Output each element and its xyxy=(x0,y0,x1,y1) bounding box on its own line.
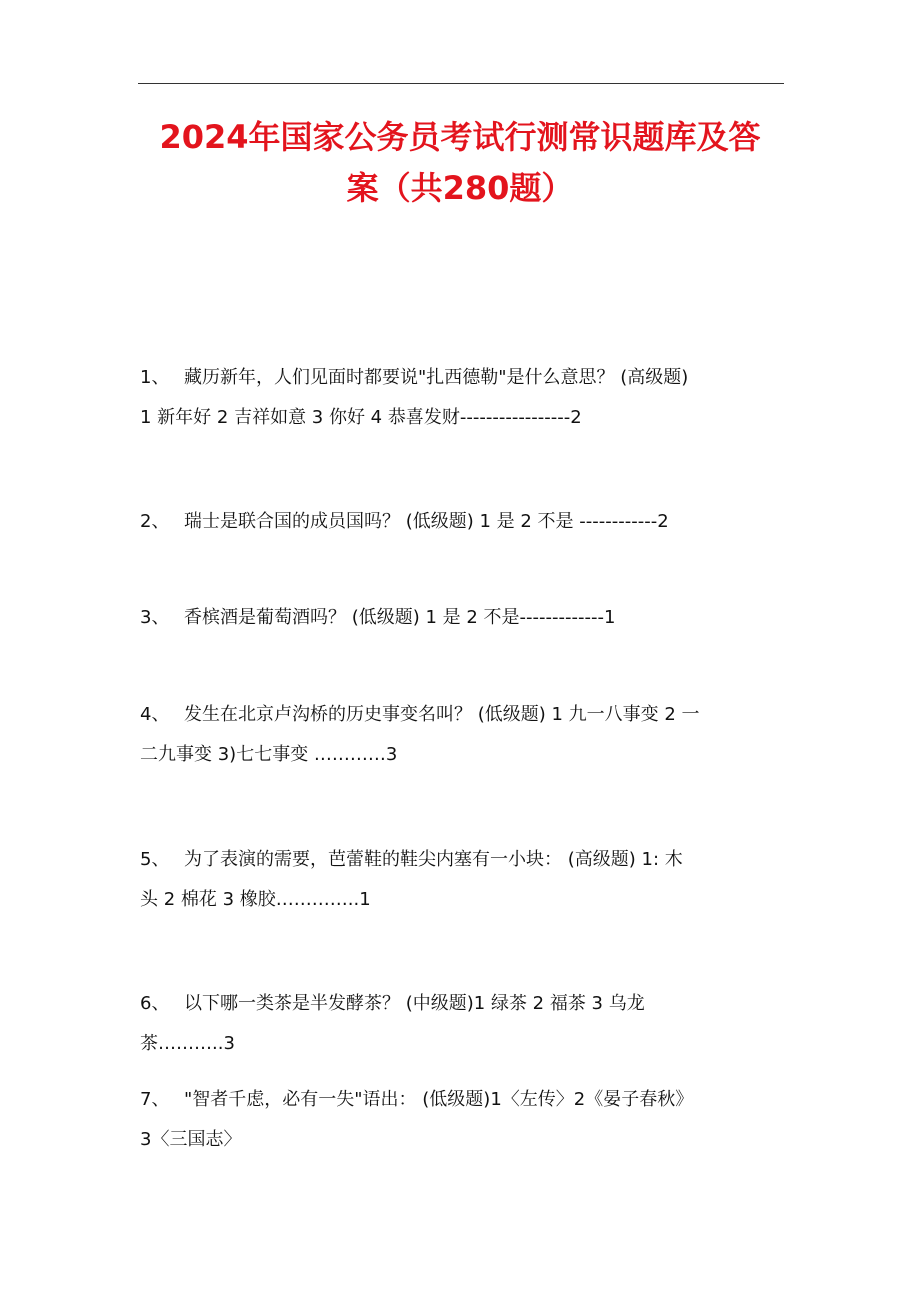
question-options: 3〈三国志〉 xyxy=(140,1129,242,1150)
question-options: 茶………..3 xyxy=(140,1033,235,1054)
question-number: 2、 xyxy=(140,511,170,532)
question-4 xyxy=(140,695,790,775)
question-text: 发生在北京卢沟桥的历史事变名叫？ (低级题) 1 九一八事变 2 一 xyxy=(184,704,700,725)
question-text: 瑞士是联合国的成员国吗？ (低级题) 1 是 2 不是 ------------2 xyxy=(184,511,669,532)
question-3 xyxy=(140,598,790,638)
question-text: 以下哪一类茶是半发酵茶？ (中级题)1 绿茶 2 福茶 3 乌龙 xyxy=(184,993,645,1014)
document-title xyxy=(120,112,800,214)
question-number: 6、 xyxy=(140,993,170,1014)
question-number: 5、 xyxy=(140,849,170,870)
title-line-1: 2024年国家公务员考试行测常识题库及答 xyxy=(159,118,761,156)
question-text: "智者千虑，必有一失"语出： (低级题)1〈左传〉2《晏子春秋》 xyxy=(184,1089,694,1110)
question-number: 1、 xyxy=(140,367,170,388)
question-7 xyxy=(140,1080,790,1160)
question-options: 头 2 棉花 3 橡胶…………..1 xyxy=(140,889,371,910)
question-6 xyxy=(140,984,790,1064)
question-options: 二九事变 3)七七事变 …………3 xyxy=(140,744,398,765)
question-5 xyxy=(140,840,790,920)
question-number: 3、 xyxy=(140,607,170,628)
question-number: 4、 xyxy=(140,704,170,725)
question-text: 藏历新年，人们见面时都要说"扎西德勒"是什么意思？ (高级题) xyxy=(184,367,689,388)
question-2 xyxy=(140,502,790,542)
question-text: 为了表演的需要，芭蕾鞋的鞋尖内塞有一小块： (高级题) 1: 木 xyxy=(184,849,683,870)
header-rule xyxy=(138,83,784,84)
question-text: 香槟酒是葡萄酒吗？ (低级题) 1 是 2 不是-------------1 xyxy=(184,607,616,628)
question-number: 7、 xyxy=(140,1089,170,1110)
title-line-2: 案（共280题） xyxy=(346,169,574,207)
question-options: 1 新年好 2 吉祥如意 3 你好 4 恭喜发财-----------------2 xyxy=(140,407,582,428)
question-1 xyxy=(140,358,790,438)
